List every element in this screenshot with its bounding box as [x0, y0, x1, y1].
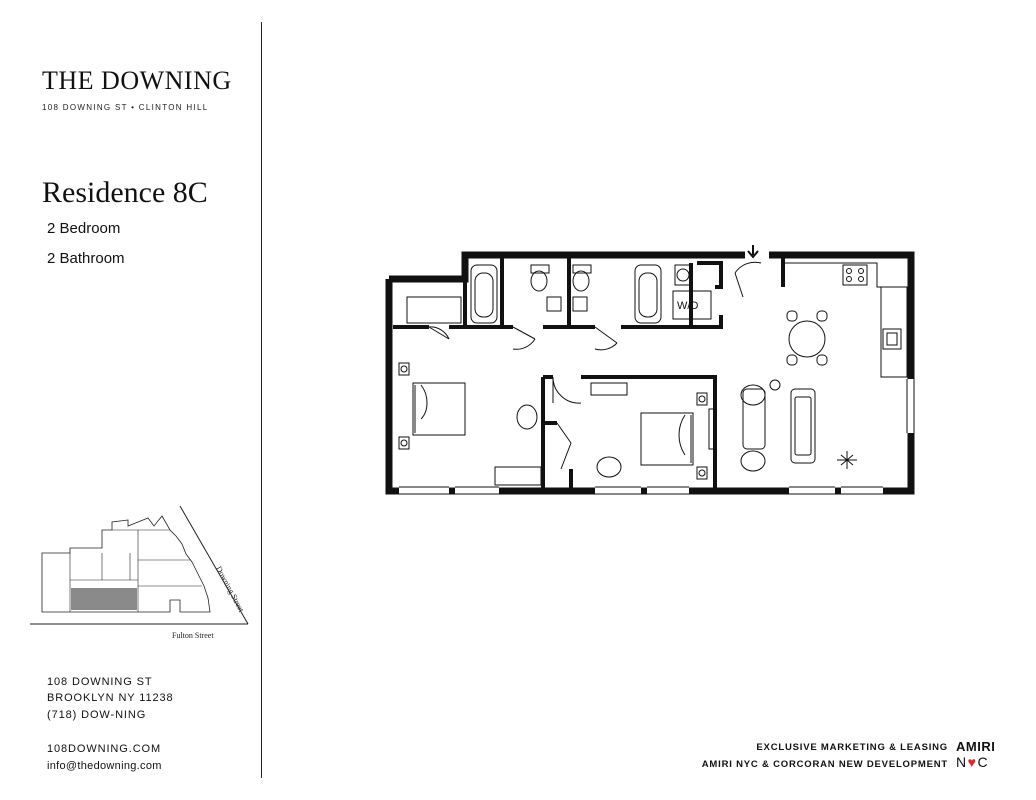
- key-plan-unit-highlight: [71, 588, 137, 610]
- downing-street-label: Downing Street: [214, 564, 246, 614]
- building-address-line: 108 DOWNING ST • CLINTON HILL: [42, 103, 209, 112]
- building-name: THE DOWNING: [42, 66, 232, 95]
- sidebar-divider: [261, 22, 262, 778]
- logo-letter-n: N: [956, 754, 967, 770]
- developer-line: AMIRI NYC & CORCORAN NEW DEVELOPMENT: [701, 759, 948, 770]
- marketing-line: EXCLUSIVE MARKETING & LEASING: [756, 742, 948, 753]
- info-sidebar: [0, 0, 262, 800]
- entry-arrow: [748, 245, 758, 257]
- contact-city: BROOKLYN NY 11238: [47, 692, 174, 704]
- bathroom-count: 2 Bathroom: [47, 250, 125, 267]
- windows: [399, 379, 914, 494]
- bedroom-count: 2 Bedroom: [47, 220, 121, 237]
- residence-title: Residence 8C: [42, 176, 208, 209]
- contact-street: 108 DOWNING ST: [47, 676, 153, 688]
- key-plan: [30, 500, 255, 645]
- contact-phone[interactable]: (718) DOW-NING: [47, 709, 147, 721]
- logo-top-text: AMIRI: [956, 739, 996, 754]
- contact-website-link[interactable]: 108DOWNING.COM: [47, 743, 162, 755]
- fulton-street-label: Fulton Street: [172, 631, 214, 640]
- contact-email-link[interactable]: info@thedowning.com: [47, 760, 162, 772]
- amiri-nyc-logo: [956, 740, 1000, 770]
- floor-plan: [385, 243, 917, 496]
- logo-letter-c: C: [977, 754, 989, 770]
- logo-bottom-row: [956, 754, 1000, 770]
- heart-icon: ♥: [967, 754, 977, 770]
- washer-dryer-label: W/D: [677, 300, 699, 312]
